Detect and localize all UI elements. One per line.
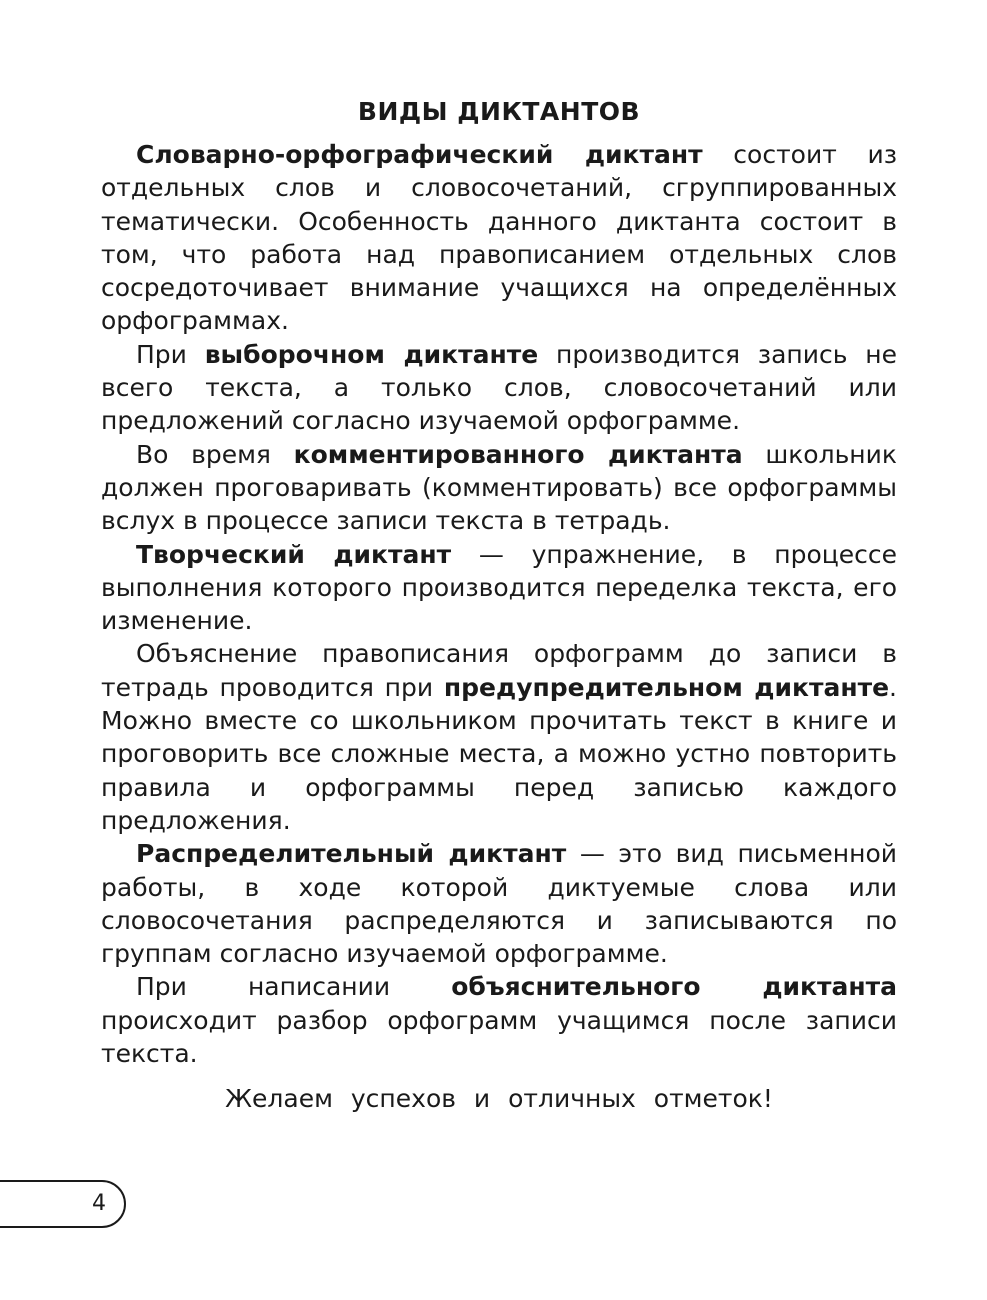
paragraph-dictation-warning	[101, 637, 897, 837]
paragraph-post: производится запись не всего текста, а только слов, словосочетаний или предложений согласно изучаемой орфограмме.	[101, 339, 897, 436]
term-bold: объяснительного диктанта	[451, 972, 897, 1002]
term-bold: Творческий диктант	[136, 539, 452, 569]
term-bold: Словарно-орфографический диктант	[136, 140, 703, 169]
page-number: 4	[92, 1191, 106, 1216]
paragraph-post: — упражнение, в процессе выполнения которого производится переделка текста, его изменение.	[101, 539, 898, 636]
term-bold: Распределительный диктант	[136, 839, 567, 869]
closing-wish: Желаем успехов и отличных отметок!	[225, 1084, 773, 1114]
paragraph-post: школьник должен проговаривать (комментировать) все орфограммы вслух в процессе записи текста в тетрадь.	[101, 439, 897, 536]
page-number-tab	[0, 1180, 126, 1228]
paragraph-pre: При написании	[136, 972, 452, 1002]
paragraph-dictation-distributive	[101, 837, 897, 970]
paragraph-dictation-vocabulary	[101, 138, 897, 338]
term-bold: предупредительном диктанте	[443, 672, 890, 702]
paragraph-post: . Можно вместе со школьником прочитать текст в книге и проговорить все сложные места, а можно устно повторить правила и орфограммы перед записью каждого предложения.	[101, 672, 897, 835]
paragraph-post: происходит разбор орфограмм учащимся после записи текста.	[101, 1005, 897, 1069]
paragraph-post: состоит из отдельных слов и словосочетаний, сгруппированных тематически. Особенность данного диктанта состоит в том, что работа над правописанием отдельных слов сосредоточивает внимание учащихся на определённых орфограммах.	[101, 140, 897, 336]
paragraph-dictation-explanatory	[101, 970, 897, 1070]
page-title: ВИДЫ ДИКТАНТОВ	[357, 97, 641, 126]
paragraph-dictation-commented	[101, 438, 897, 538]
paragraph-pre: Объяснение правописания орфограмм до записи в тетрадь проводится при	[101, 639, 897, 702]
page-content	[101, 92, 897, 1115]
paragraph-pre: При	[136, 339, 205, 369]
paragraph-pre: Во время	[136, 439, 294, 469]
paragraph-dictation-selective	[101, 338, 897, 438]
term-bold: выборочном диктанте	[204, 339, 539, 369]
paragraph-dictation-creative	[101, 538, 897, 638]
term-bold: комментированного диктанта	[293, 439, 743, 469]
paragraph-post: — это вид письменной работы, в ходе которой диктуемые слова или словосочетания распределяются и записываются по группам согласно изучаемой орфограмме.	[101, 839, 898, 969]
